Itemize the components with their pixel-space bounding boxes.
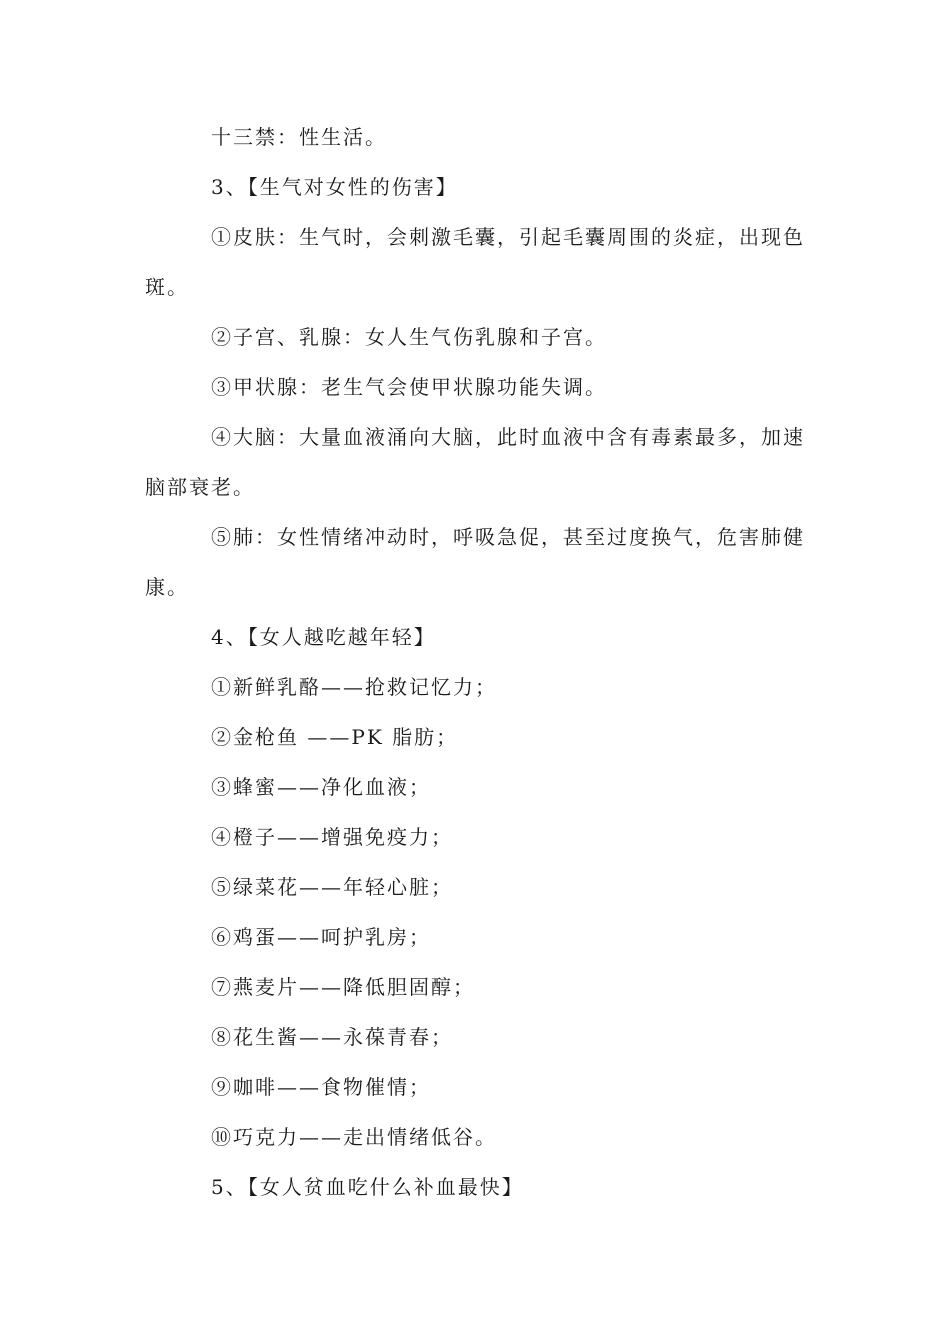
- list-item: ⑧花生酱——永葆青春；: [211, 1025, 453, 1049]
- document-body: [145, 112, 810, 1212]
- list-item: ⑤绿菜花——年轻心脏；: [211, 875, 453, 899]
- paragraph-line: ④大脑：大量血液涌向大脑，此时血液中含有毒素最多，加速: [211, 425, 805, 449]
- paragraph-line-continued: 脑部衰老。: [145, 475, 255, 499]
- list-item: ④橙子——增强免疫力；: [211, 825, 453, 849]
- section-heading: 3、【生气对女性的伤害】: [211, 175, 458, 199]
- list-item: ③蜂蜜——净化血液；: [211, 775, 431, 799]
- list-item: ⑥鸡蛋——呵护乳房；: [211, 925, 431, 949]
- list-item: ⑦燕麦片——降低胆固醇；: [211, 975, 475, 999]
- paragraph-line: ①皮肤：生气时，会刺激毛囊，引起毛囊周围的炎症，出现色: [211, 225, 805, 249]
- section-heading: 5、【女人贫血吃什么补血最快】: [211, 1175, 524, 1199]
- list-item: ⑨咖啡——食物催情；: [211, 1075, 431, 1099]
- paragraph-line: ②子宫、乳腺：女人生气伤乳腺和子宫。: [211, 325, 607, 349]
- list-item: ②金枪鱼 ——PK 脂肪；: [211, 725, 459, 749]
- list-item: ⑩巧克力——走出情绪低谷。: [211, 1125, 497, 1149]
- paragraph-line: ③甲状腺：老生气会使甲状腺功能失调。: [211, 375, 607, 399]
- section-heading: 4、【女人越吃越年轻】: [211, 625, 436, 649]
- paragraph-line-continued: 康。: [145, 575, 189, 599]
- paragraph-line: 十三禁：性生活。: [211, 125, 387, 149]
- paragraph-line: ⑤肺：女性情绪冲动时，呼吸急促，甚至过度换气，危害肺健: [211, 525, 805, 549]
- list-item: ①新鲜乳酪——抢救记忆力；: [211, 675, 497, 699]
- paragraph-line-continued: 斑。: [145, 275, 189, 299]
